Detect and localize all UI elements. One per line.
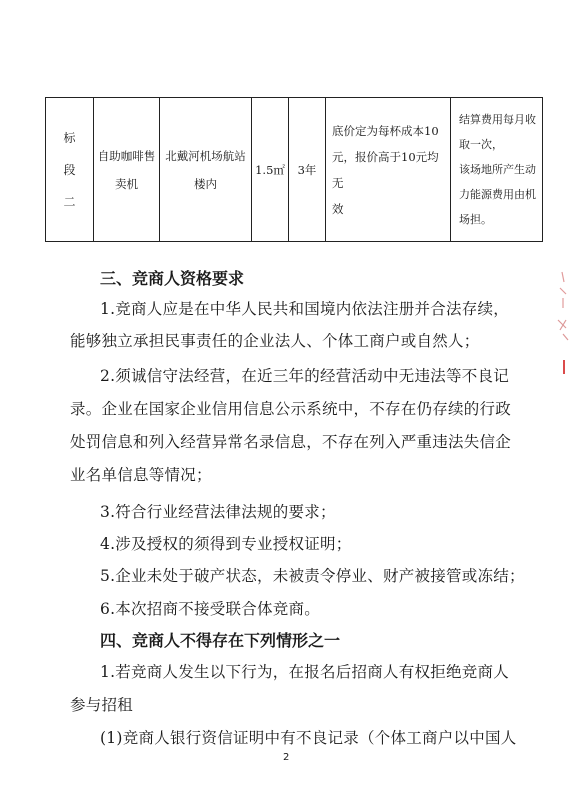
fee-line: 力能源费用由机	[459, 188, 536, 201]
table-row	[46, 98, 543, 242]
section4-heading: 四、竞商人不得存在下列情形之一	[100, 631, 341, 650]
price-cell	[326, 98, 451, 242]
area-value: 1.5㎡	[255, 162, 285, 177]
paragraph-line: 业名单信息等情况；	[70, 466, 212, 484]
price-line: 效	[332, 201, 344, 216]
location-line: 楼内	[194, 176, 217, 191]
paragraph-line: 2.须诚信守法经营，在近三年的经营活动中无违法等不良记	[100, 367, 510, 385]
fee-line: 该场地所产生动	[459, 163, 536, 176]
paragraph-line: 1.竞商人应是在中华人民共和国境内依法注册并合法存续，	[100, 300, 510, 318]
paragraph-line: 5.企业未处于破产状态，未被责令停业、财产被接管或冻结；	[100, 567, 525, 585]
paragraph-line: 处罚信息和列入经营异常名录信息，不存在列入严重违法失信企	[70, 433, 512, 451]
term-value: 3年	[297, 162, 317, 177]
item-cell	[94, 98, 160, 242]
paragraph-line: 4.涉及授权的须得到专业授权证明；	[100, 535, 352, 553]
bid-table	[45, 97, 543, 242]
page-number: 2	[283, 752, 290, 763]
paragraph-line: 6.本次招商不接受联合体竞商。	[100, 600, 321, 618]
fee-line: 场担。	[459, 213, 492, 226]
segment-char: 二	[63, 194, 76, 209]
segment-char: 段	[63, 162, 76, 177]
location-cell	[160, 98, 252, 242]
paragraph-line: 能够独立承担民事责任的企业法人、个体工商户或自然人；	[70, 332, 480, 350]
paragraph-line: 1.若竞商人发生以下行为，在报名后招商人有权拒绝竞商人	[100, 663, 510, 681]
segment-cell	[46, 98, 94, 242]
paragraph-line: 参与招租	[70, 696, 134, 714]
item-line: 卖机	[115, 176, 138, 191]
term-cell	[289, 98, 326, 242]
paragraph-line: 录。企业在国家企业信用信息公示系统中，不存在仍存续的行政	[70, 400, 512, 418]
paragraph-line: 3.符合行业经营法律法规的要求；	[100, 503, 336, 521]
fee-line: 取一次，	[459, 138, 503, 151]
price-line: 底价定为每杯成本10	[332, 123, 439, 138]
location-line: 北戴河机场航站	[165, 148, 246, 163]
price-line: 元，报价高于10元均无	[332, 149, 439, 190]
segment-char: 标	[63, 130, 76, 145]
fee-cell	[451, 98, 543, 242]
paragraph-line: (1)竞商人银行资信证明中有不良记录（个体工商户以中国人	[100, 729, 517, 747]
seal-mark	[554, 268, 572, 378]
fee-line: 结算费用每月收	[459, 113, 536, 126]
item-line: 自助咖啡售	[97, 148, 156, 163]
area-cell	[252, 98, 289, 242]
section3-heading: 三、竞商人资格要求	[100, 269, 245, 288]
